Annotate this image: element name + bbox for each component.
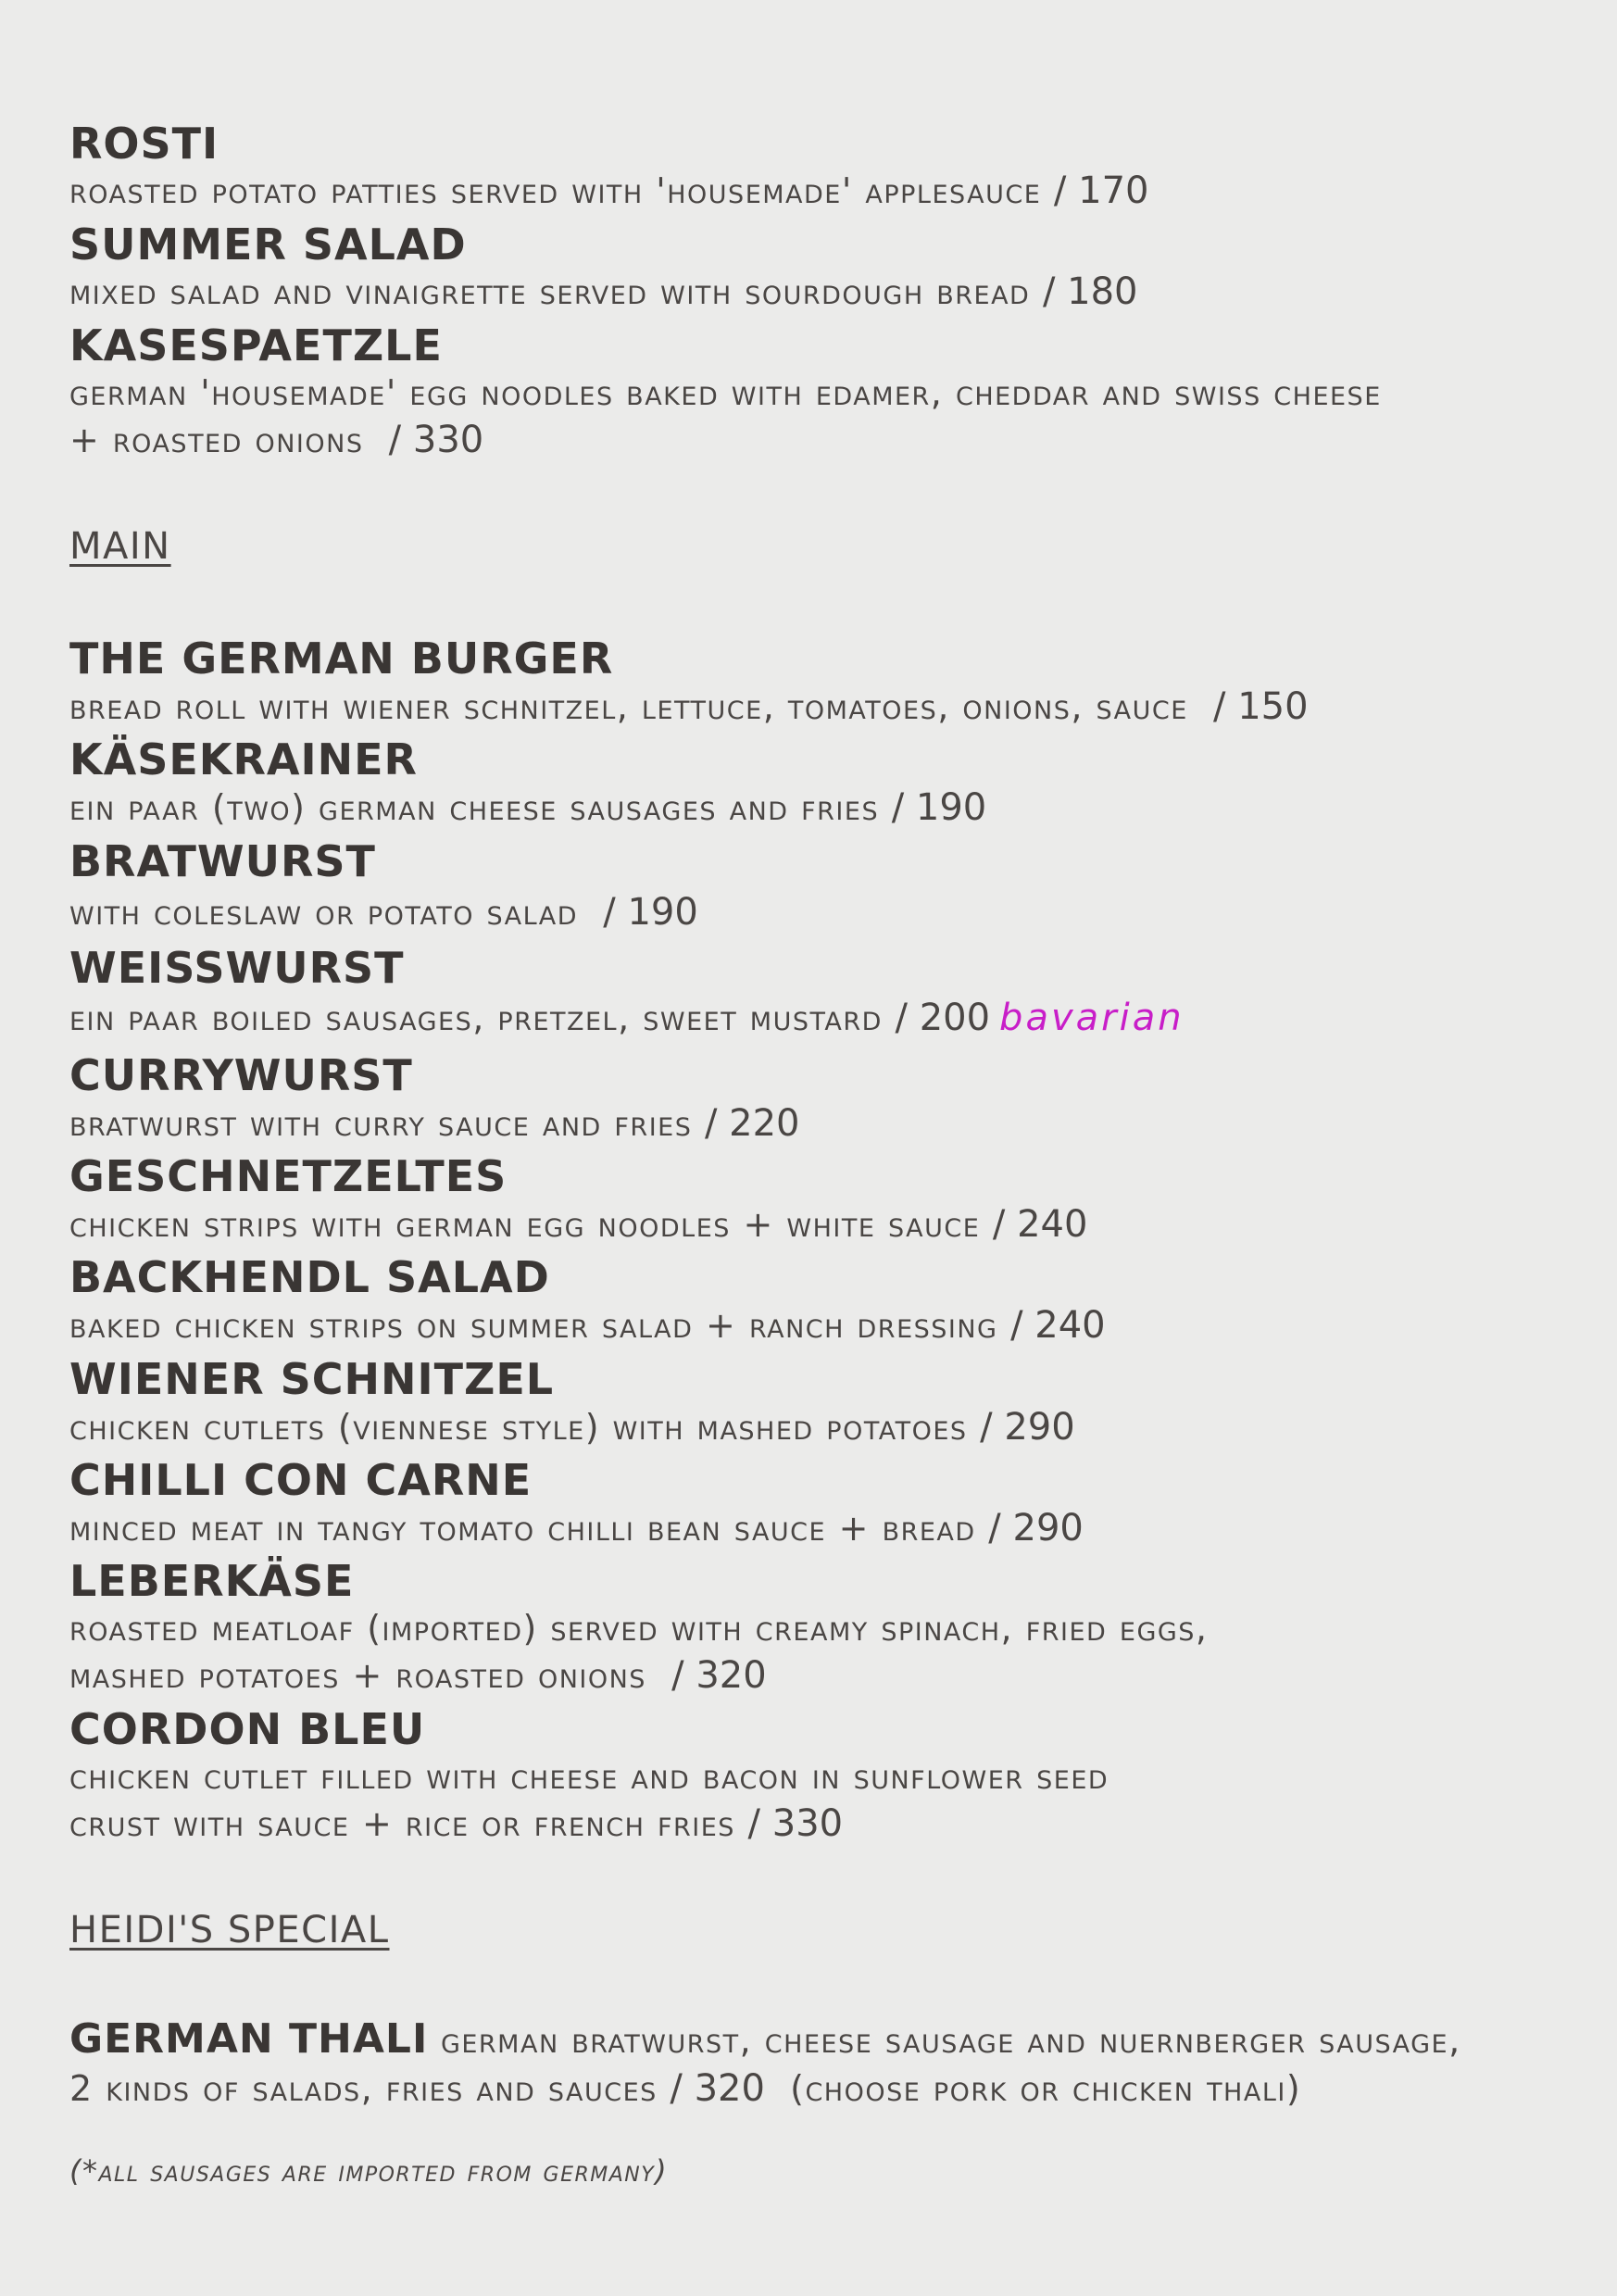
dish-title-german-thali: GERMAN THALI (69, 2015, 429, 2063)
dish-desc-cordon-bleu: chicken cutlet filled with cheese and bacon in sunflower seed (69, 1756, 1109, 1797)
dish-price: / 220 (704, 1102, 800, 1145)
dish-price: / 170 (1053, 169, 1149, 212)
dish-title-leberkase: LEBERKÄSE (69, 1556, 355, 1606)
dish-desc-rosti: roasted potato patties served with 'housemade' applesauce / 170 (69, 169, 1149, 212)
dish-price: / 330 (388, 419, 484, 461)
dish-desc-geschnetzeltes: chicken strips with german egg noodles + white sauce / 240 (69, 1203, 1088, 1246)
dish-desc2-kasespaetzle: + roasted onions / 330 (69, 419, 484, 461)
dish-desc-backhendl-salad: baked chicken strips on summer salad + ranch dressing / 240 (69, 1304, 1106, 1347)
dish-price: / 180 (1042, 270, 1138, 313)
dish-desc-german-burger: bread roll with wiener schnitzel, lettuce, tomatoes, onions, sauce / 150 (69, 685, 1309, 728)
dish-desc-chilli-con-carne: minced meat in tangy tomato chilli bean sauce + bread / 290 (69, 1507, 1084, 1549)
dish-price: / 320 (671, 1654, 767, 1697)
dish-price: / 290 (988, 1507, 1084, 1549)
dish-title-kasekrainer: KÄSEKRAINER (69, 734, 418, 784)
dish-price: / 320 (670, 2067, 765, 2110)
footnote: (*all sausages are imported from germany) (69, 2153, 669, 2189)
section-heading-main: MAIN (69, 525, 171, 568)
dish-title-bratwurst: BRATWURST (69, 836, 376, 886)
dish-price: / 240 (992, 1203, 1088, 1246)
dish-desc-kasespaetzle: german 'housemade' egg noodles baked with edamer, cheddar and swiss cheese (69, 372, 1382, 413)
dish-price: / 200 (895, 997, 991, 1039)
dish-title-backhendl-salad: BACKHENDL SALAD (69, 1252, 550, 1302)
dish-desc2-leberkase: mashed potatoes + roasted onions / 320 (69, 1654, 767, 1697)
handwritten-annotation: bavarian (999, 997, 1185, 1039)
dish-title-german-burger: THE GERMAN BURGER (69, 634, 614, 684)
dish-price: / 150 (1213, 685, 1309, 728)
dish-desc2-cordon-bleu: crust with sauce + rice or french fries / 330 (69, 1802, 844, 1845)
dish-desc-leberkase: roasted meatloaf (imported) served with creamy spinach, fried eggs, (69, 1608, 1209, 1649)
dish-desc-kasekrainer: ein paar (two) german cheese sausages and fries / 190 (69, 786, 987, 829)
dish-special-line2: 2 kinds of salads, fries and sauces / 320 (choose pork or chicken thali) (69, 2067, 1302, 2110)
dish-price: / 330 (747, 1802, 844, 1845)
dish-title-geschnetzeltes: GESCHNETZELTES (69, 1151, 508, 1201)
section-heading-special: HEIDI'S SPECIAL (69, 1909, 390, 1951)
dish-title-wiener-schnitzel: WIENER SCHNITZEL (69, 1354, 555, 1404)
dish-title-weisswurst: WEISSWURST (69, 943, 405, 993)
dish-title-kasespaetzle: KASESPAETZLE (69, 320, 443, 370)
dish-desc-weisswurst: ein paar boiled sausages, pretzel, sweet mustard / 200 bavarian (69, 997, 1185, 1039)
dish-price: / 190 (603, 891, 698, 934)
dish-price: / 290 (980, 1406, 1075, 1449)
dish-title-currywurst: CURRYWURST (69, 1050, 413, 1100)
dish-desc-summer-salad: mixed salad and vinaigrette served with sourdough bread / 180 (69, 270, 1138, 313)
dish-title-rosti: ROSTI (69, 119, 219, 169)
dish-price: / 240 (1010, 1304, 1106, 1347)
dish-desc-currywurst: bratwurst with curry sauce and fries / 220 (69, 1102, 800, 1145)
dish-price: / 190 (891, 786, 987, 829)
dish-desc-bratwurst: with coleslaw or potato salad / 190 (69, 891, 698, 934)
dish-title-chilli-con-carne: CHILLI CON CARNE (69, 1455, 533, 1505)
dish-desc-wiener-schnitzel: chicken cutlets (viennese style) with mashed potatoes / 290 (69, 1406, 1075, 1449)
dish-special-line1: GERMAN THALI german bratwurst, cheese sausage and nuernberger sausage, (69, 2015, 1461, 2063)
dish-title-summer-salad: SUMMER SALAD (69, 220, 467, 270)
dish-title-cordon-bleu: CORDON BLEU (69, 1704, 426, 1754)
